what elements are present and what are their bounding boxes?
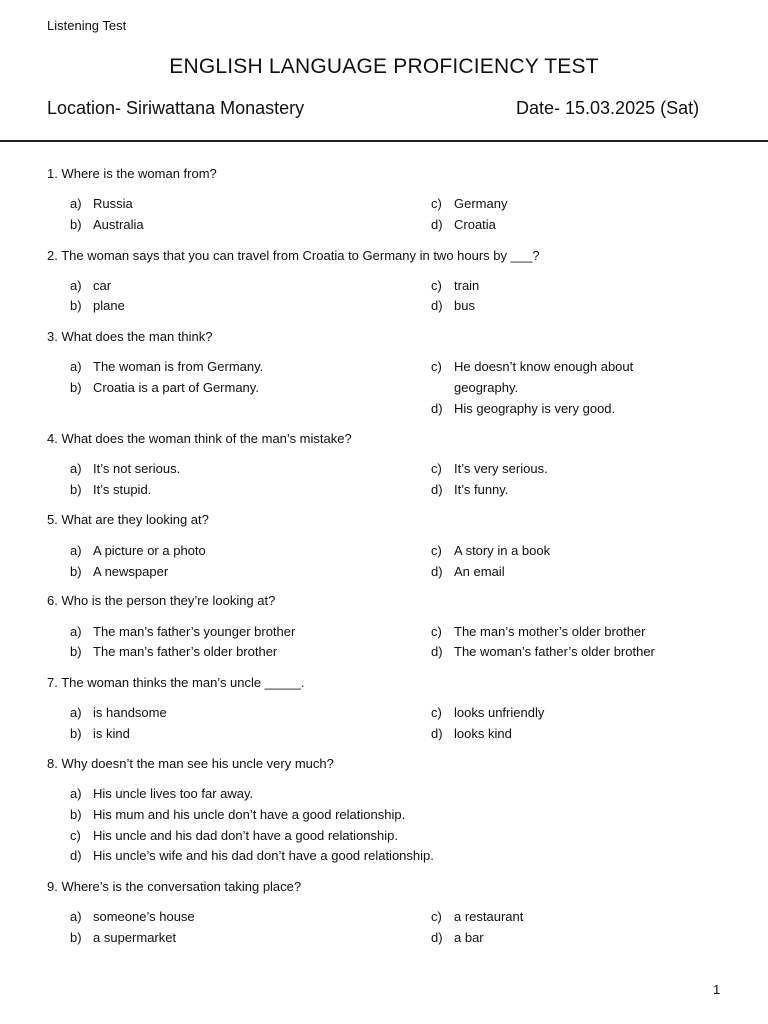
option-letter: b) — [70, 644, 82, 659]
option-letter: a) — [70, 909, 82, 924]
option-letter: c) — [431, 359, 442, 374]
question-4-option-c — [431, 461, 548, 476]
option-text: It’s stupid. — [93, 482, 152, 497]
option-letter: b) — [70, 380, 82, 395]
option-letter: d) — [431, 217, 443, 232]
question-8: 8. Why doesn’t the man see his uncle very much? — [47, 756, 334, 771]
question-7-option-d — [431, 726, 512, 741]
question-6: 6. Who is the person they’re looking at? — [47, 593, 276, 608]
option-letter: a) — [70, 359, 82, 374]
question-9-option-b — [70, 930, 176, 945]
option-letter: c) — [70, 828, 81, 843]
option-letter: a) — [70, 461, 82, 476]
option-letter: d) — [431, 644, 443, 659]
option-text: plane — [93, 298, 125, 313]
question-3-option-c — [431, 359, 633, 374]
option-text: a bar — [454, 930, 484, 945]
option-text: His geography is very good. — [454, 401, 616, 416]
question-2-option-c — [431, 278, 479, 293]
option-text: It’s not serious. — [93, 461, 181, 476]
option-text: The woman is from Germany. — [93, 359, 264, 374]
option-text: a restaurant — [454, 909, 524, 924]
question-9-option-d — [431, 930, 484, 945]
question-8-option-c — [70, 828, 398, 843]
option-letter: d) — [70, 848, 82, 863]
option-letter: d) — [431, 401, 443, 416]
option-text: He doesn’t know enough about — [454, 359, 634, 374]
question-9: 9. Where’s is the conversation taking place? — [47, 879, 302, 894]
option-text: Australia — [93, 217, 144, 232]
option-letter: a) — [70, 196, 82, 211]
option-letter: a) — [70, 543, 82, 558]
option-letter: a) — [70, 624, 82, 639]
question-7-option-c — [431, 705, 544, 720]
option-letter: c) — [431, 705, 442, 720]
option-letter: a) — [70, 786, 82, 801]
option-text: train — [454, 278, 480, 293]
option-text: A story in a book — [454, 543, 551, 558]
option-letter: c) — [431, 461, 442, 476]
question-1: 1. Where is the woman from? — [47, 166, 217, 181]
option-text: The man’s father’s younger brother — [93, 624, 296, 639]
question-5: 5. What are they looking at? — [47, 512, 209, 527]
header-divider — [0, 140, 768, 142]
question-4-option-b — [70, 482, 151, 497]
question-7-option-b — [70, 726, 130, 741]
question-5-option-b — [70, 564, 168, 579]
option-text: A newspaper — [93, 564, 169, 579]
location-text: Location- Siriwattana Monastery — [47, 98, 305, 118]
option-text: bus — [454, 298, 475, 313]
option-text: The man’s father’s older brother — [93, 644, 278, 659]
question-1-option-a — [70, 196, 133, 211]
option-letter: b) — [70, 726, 82, 741]
question-8-option-d — [70, 848, 434, 863]
option-letter: a) — [70, 705, 82, 720]
option-text: An email — [454, 564, 505, 579]
question-5-option-a — [70, 543, 206, 558]
option-letter: c) — [431, 196, 442, 211]
question-7: 7. The woman thinks the man’s uncle _____. — [47, 675, 305, 690]
option-text: a supermarket — [93, 930, 177, 945]
question-8-option-a — [70, 786, 253, 801]
question-4-option-d — [431, 482, 508, 497]
option-letter: b) — [70, 807, 82, 822]
question-1-option-d — [431, 217, 496, 232]
option-letter: a) — [70, 278, 82, 293]
option-text: His uncle’s wife and his dad don’t have a good relationship. — [93, 848, 434, 863]
option-text: car — [93, 278, 112, 293]
question-5-option-c — [431, 543, 550, 558]
question-3-option-c-continued: geography. — [454, 380, 519, 395]
option-letter: b) — [70, 482, 82, 497]
option-text: The woman’s father’s older brother — [454, 644, 655, 659]
option-text: It’s funny. — [454, 482, 509, 497]
question-1-option-c — [431, 196, 507, 211]
option-letter: d) — [431, 930, 443, 945]
question-2-option-b — [70, 298, 125, 313]
question-4: 4. What does the woman think of the man’s mistake? — [47, 431, 352, 446]
question-6-option-a — [70, 624, 295, 639]
date-text: Date- 15.03.2025 (Sat) — [516, 98, 700, 118]
option-text: Russia — [93, 196, 133, 211]
question-2: 2. The woman says that you can travel from Croatia to Germany in two hours by ___? — [47, 248, 540, 263]
option-letter: d) — [431, 298, 443, 313]
question-1-option-b — [70, 217, 144, 232]
option-text: looks unfriendly — [454, 705, 545, 720]
page-number: 1 — [713, 982, 721, 997]
option-text: Germany — [454, 196, 508, 211]
option-text: is kind — [93, 726, 130, 741]
question-2-option-a — [70, 278, 111, 293]
question-9-option-a — [70, 909, 195, 924]
option-text: His uncle and his dad don’t have a good relationship. — [93, 828, 398, 843]
option-letter: c) — [431, 909, 442, 924]
question-5-option-d — [431, 564, 505, 579]
question-7-option-a — [70, 705, 167, 720]
option-text: A picture or a photo — [93, 543, 206, 558]
question-6-option-b — [70, 644, 277, 659]
option-letter: c) — [431, 278, 442, 293]
option-text: someone’s house — [93, 909, 195, 924]
option-letter: c) — [431, 543, 442, 558]
option-letter: b) — [70, 930, 82, 945]
question-3-option-a — [70, 359, 263, 374]
question-9-option-c — [431, 909, 523, 924]
question-3-option-b — [70, 380, 259, 395]
option-letter: c) — [431, 624, 442, 639]
option-text: It’s very serious. — [454, 461, 548, 476]
option-text: Croatia is a part of Germany. — [93, 380, 259, 395]
option-text: The man’s mother’s older brother — [454, 624, 646, 639]
question-6-option-c — [431, 624, 645, 639]
option-letter: b) — [70, 564, 82, 579]
option-text: His uncle lives too far away. — [93, 786, 254, 801]
option-letter: d) — [431, 564, 443, 579]
question-4-option-a — [70, 461, 180, 476]
page-title: ENGLISH LANGUAGE PROFICIENCY TEST — [169, 55, 599, 78]
question-3: 3. What does the man think? — [47, 329, 213, 344]
option-letter: d) — [431, 482, 443, 497]
option-letter: b) — [70, 217, 82, 232]
header-label: Listening Test — [47, 18, 127, 33]
option-text: His mum and his uncle don’t have a good relationship. — [93, 807, 406, 822]
question-8-option-b — [70, 807, 405, 822]
option-text: Croatia — [454, 217, 496, 232]
option-letter: b) — [70, 298, 82, 313]
option-text: is handsome — [93, 705, 167, 720]
question-2-option-d — [431, 298, 475, 313]
option-text: looks kind — [454, 726, 512, 741]
option-letter: d) — [431, 726, 443, 741]
question-3-option-d — [431, 401, 615, 416]
question-6-option-d — [431, 644, 655, 659]
